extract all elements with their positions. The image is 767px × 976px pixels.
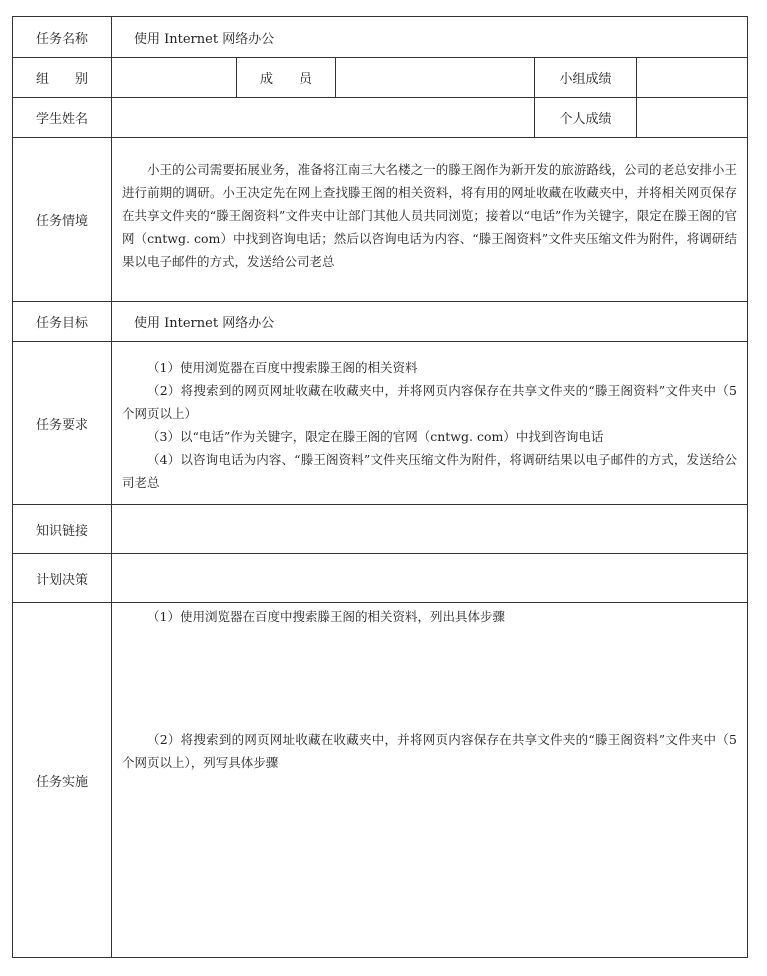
row-objective	[13, 301, 747, 341]
task-name-value: 使用 Internet 网络办公	[134, 31, 275, 47]
objective-value: 使用 Internet 网络办公	[134, 316, 275, 331]
planning-field[interactable]	[112, 554, 747, 602]
personal-score-field[interactable]	[637, 98, 747, 137]
requirement-item-3: （3）以“电话”作为关键字，限定在滕王阁的官网（cntwg. com）中找到咨询电话	[147, 429, 604, 444]
requirement-item-2: （2）将搜索到的网页网址收藏在收藏夹中，并将网页内容保存在共享文件夹的“滕王阁资料”文件夹中（5 个网页以上）	[122, 383, 737, 421]
row-knowledge	[13, 504, 747, 553]
row-group	[13, 57, 747, 97]
row-scenario	[13, 137, 747, 301]
requirement-item-1: （1）使用浏览器在百度中搜索滕王阁的相关资料	[147, 360, 418, 375]
task-name-label: 任务名称	[35, 31, 88, 47]
group-value-field[interactable]	[112, 58, 236, 97]
planning-label: 计划决策	[35, 572, 88, 588]
row-student	[13, 97, 747, 137]
requirements-list	[112, 342, 747, 504]
implementation-content[interactable]	[112, 603, 747, 957]
row-task-name	[13, 17, 747, 57]
scenario-text-cell	[112, 138, 747, 301]
row-requirements	[13, 341, 747, 504]
implementation-label: 任务实施	[35, 774, 88, 790]
group-score-field[interactable]	[637, 58, 747, 97]
row-implementation	[13, 602, 747, 957]
student-name-label: 学生姓名	[35, 112, 88, 127]
knowledge-label: 知识链接	[35, 523, 88, 539]
members-value-field[interactable]	[336, 58, 534, 97]
group-score-label: 小组成绩	[559, 72, 612, 87]
requirement-item-4: （4）以咨询电话为内容、“滕王阁资料”文件夹压缩文件为附件，将调研结果以电子邮件的方式，发送给公司老总	[122, 452, 737, 490]
row-planning	[13, 553, 747, 602]
requirements-label: 任务要求	[35, 417, 88, 433]
personal-score-label: 个人成绩	[559, 112, 612, 127]
student-name-field[interactable]	[112, 98, 534, 137]
implementation-item-1: （1）使用浏览器在百度中搜索滕王阁的相关资料，列出具体步骤	[147, 609, 505, 624]
implementation-item-2: （2）将搜索到的网页网址收藏在收藏夹中，并将网页内容保存在共享文件夹的“滕王阁资料”文件夹中（5 个网页以上），列写具体步骤	[122, 732, 737, 770]
members-label: 成 员	[259, 72, 312, 87]
scenario-label: 任务情境	[35, 214, 88, 229]
scenario-text: 小王的公司需要拓展业务，准备将江南三大名楼之一的滕王阁作为新开发的旅游路线，公司的老总安排小王进行前期的调研。小王决定先在网上查找滕王阁的相关资料，将有用的网址收藏在收藏夹中，并将相关网页保存在共享文件夹的“滕王阁资料”文件夹中让部门其他人员共同浏览；接着以“电话”作为关键字，限定在滕王阁的官网（cntwg. com）中找到咨询电话；然后以咨询电话为内容、“滕王阁资料”文件夹压缩文件为附件，将调研结果以电子邮件的方式，发送给公司老总	[122, 162, 737, 269]
group-label: 组 别	[35, 72, 88, 87]
knowledge-field[interactable]	[112, 505, 747, 553]
task-form-table	[12, 16, 748, 958]
objective-label: 任务目标	[35, 316, 88, 331]
